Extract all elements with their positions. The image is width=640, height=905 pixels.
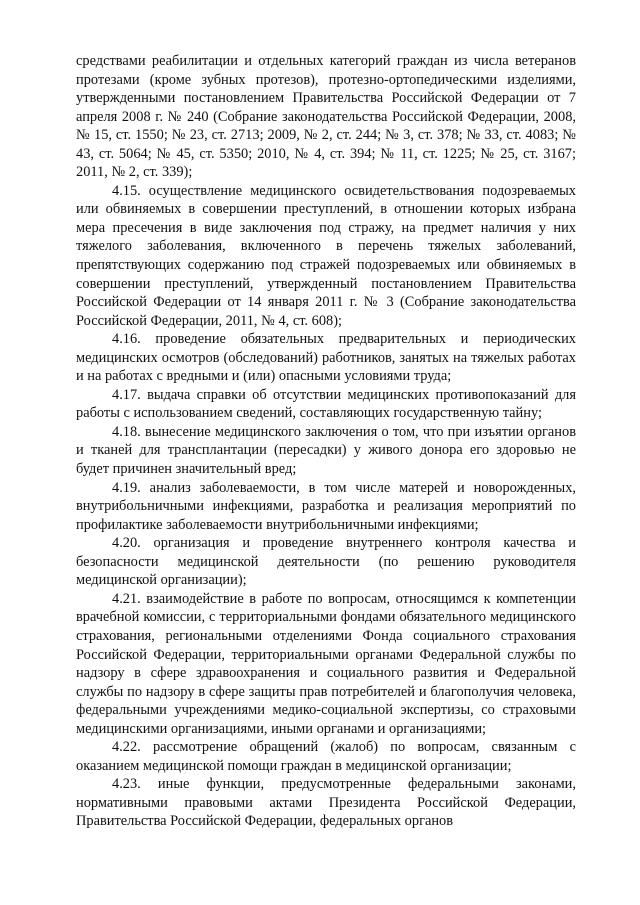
paragraph-4-20: 4.20. организация и проведение внутреннего контроля качества и безопасности медицинской деятельности (по решению руководителя медицинской организации); bbox=[76, 535, 576, 589]
paragraph-4-19: 4.19. анализ заболеваемости, в том числе матерей и новорожденных, внутрибольничными инфекциями, разработка и реализация мероприятий по профилактике заболеваемости внутрибольничными инфекциями; bbox=[76, 479, 576, 533]
paragraph-4-23: 4.23. иные функции, предусмотренные федеральными законами, нормативными правовыми актами Президента Российской Федерации, Правительства Российской Федерации, федеральных органов bbox=[76, 776, 576, 830]
paragraph-4-17: 4.17. выдача справки об отсутствии медицинских противопоказаний для работы с использованием сведений, составляющих государственную тайну; bbox=[76, 386, 576, 422]
paragraph-4-22: 4.22. рассмотрение обращений (жалоб) по вопросам, связанным с оказанием медицинской помощи граждан в медицинской организации; bbox=[76, 739, 576, 774]
paragraph-continuation: средствами реабилитации и отдельных категорий граждан из числа ветеранов протезами (кроме зубных протезов), протезно-ортопедическими изделиями, утвержденными постановлением Правительства Российской Федерации от 7 апреля 2008 г. № 240 (Собрание законодательства Российской Федерации, 2008, № 15, ст. 1550; № 23, ст. 2713; 2009, № 2, ст. 244; № 3, ст. 378; № 33, ст. 4083; № 43, ст. 5064; № 45, ст. 5350; 2010, № 4, ст. 394; № 11, ст. 1225; № 25, ст. 3167; 2011, № 2, ст. 339); bbox=[76, 53, 576, 181]
paragraph-4-18: 4.18. вынесение медицинского заключения о том, что при изъятии органов и тканей для трансплантации (пересадки) у живого донора его здоровью не будет причинен значительный вред; bbox=[76, 423, 576, 478]
paragraph-4-21: 4.21. взаимодействие в работе по вопросам, относящимся к компетенции врачебной комиссии, с территориальными фондами обязательного медицинского страхования, региональными отделениями Фонда социального страхования Российской Федерации, территориальными органами Федеральной службы по надзору в сфере здравоохранения и социального развития и Федеральной службы по надзору в сфере защиты прав потребителей и благополучия человека, федеральными учреждениями медико-социальной экспертизы, со страховыми медицинскими организациями, иными органами и организациями; bbox=[76, 590, 576, 737]
document-body bbox=[76, 52, 576, 831]
paragraph-4-15: 4.15. осуществление медицинского освидетельствования подозреваемых или обвиняемых в совершении преступлений, в отношении которых избрана мера пресечения в виде заключения под стражу, на предмет наличия у них тяжелого заболевания, включенного в перечень тяжелых заболеваний, препятствующих содержанию под стражей подозреваемых или обвиняемых в совершении преступлений, утвержденный постановлением Правительства Российской Федерации от 14 января 2011 г. № 3 (Собрание законодательства Российской Федерации, 2011, № 4, ст. 608); bbox=[76, 182, 576, 329]
paragraph-4-16: 4.16. проведение обязательных предварительных и периодических медицинских осмотров (обследований) работников, занятых на тяжелых работах и на работах с вредными и (или) опасными условиями труда; bbox=[76, 331, 576, 385]
